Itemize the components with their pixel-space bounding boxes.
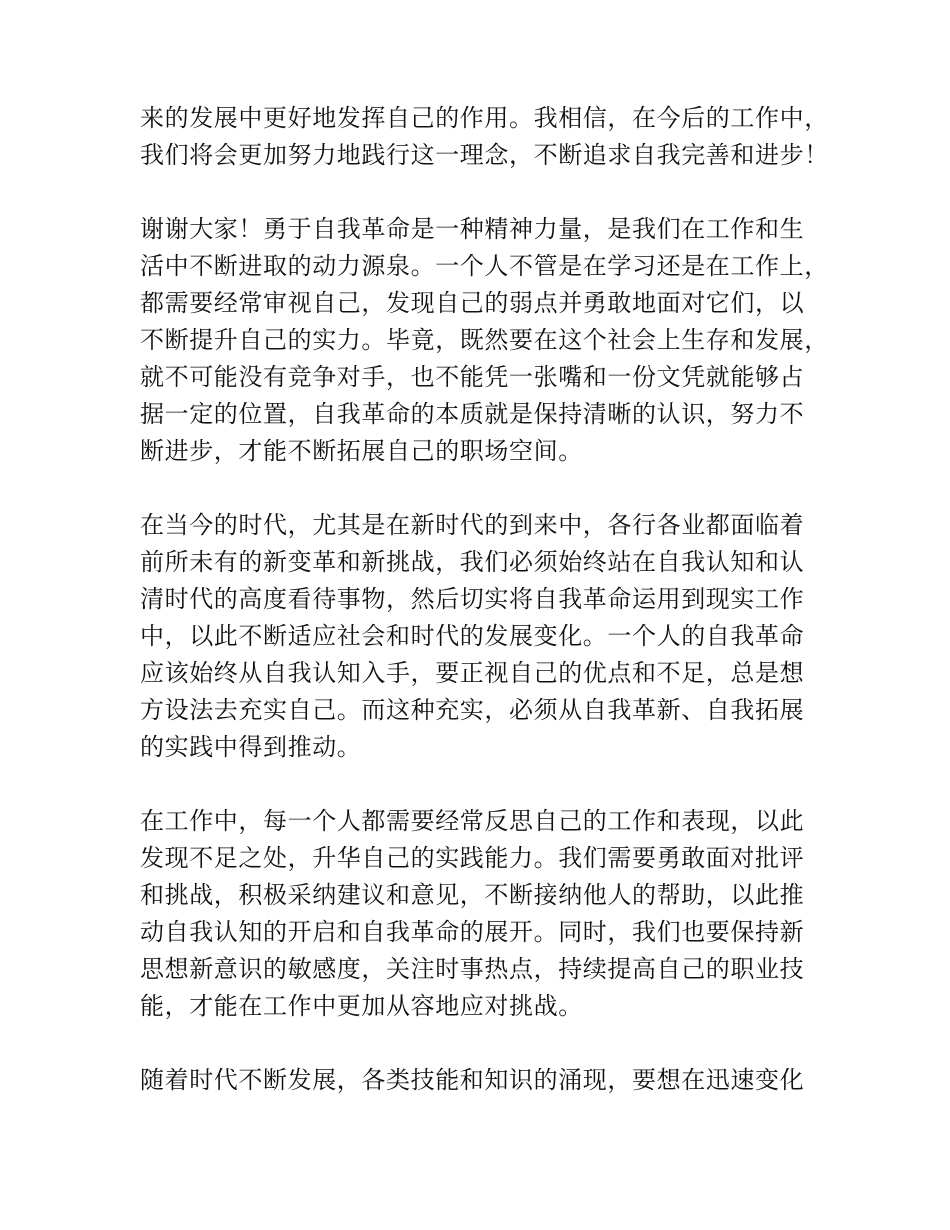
text-line: 都需要经常审视自己，发现自己的弱点并勇敢地面对它们，以 <box>140 289 805 317</box>
text-line: 应该始终从自我认知入手，要正视自己的优点和不足，总是想 <box>140 659 805 687</box>
text-line: 前所未有的新变革和新挑战，我们必须始终站在自我认知和认 <box>140 548 805 576</box>
text-line: 和挑战，积极采纳建议和意见，不断接纳他人的帮助，以此推 <box>140 881 805 909</box>
text-line: 断进步，才能不断拓展自己的职场空间。 <box>140 437 583 465</box>
text-line: 能，才能在工作中更加从容地应对挑战。 <box>140 992 583 1020</box>
text-line: 的实践中得到推动。 <box>140 733 362 761</box>
text-line: 思想新意识的敏感度，关注时事热点，持续提高自己的职业技 <box>140 955 805 983</box>
text-line: 动自我认知的开启和自我革命的展开。同时，我们也要保持新 <box>140 918 805 946</box>
paragraph-3 <box>140 507 830 766</box>
paragraph-5 <box>140 1062 830 1099</box>
text-line: 在工作中，每一个人都需要经常反思自己的工作和表现，以此 <box>140 807 805 835</box>
text-line: 在当今的时代，尤其是在新时代的到来中，各行各业都面临着 <box>140 511 805 539</box>
text-line: 谢谢大家！勇于自我革命是一种精神力量，是我们在工作和生 <box>140 215 805 243</box>
text-line: 就不可能没有竞争对手，也不能凭一张嘴和一份文凭就能够占 <box>140 363 805 391</box>
text-line: 清时代的高度看待事物，然后切实将自我革命运用到现实工作 <box>140 585 805 613</box>
paragraph-1 <box>140 100 830 174</box>
text-line: 发现不足之处，升华自己的实践能力。我们需要勇敢面对批评 <box>140 844 805 872</box>
paragraph-2 <box>140 211 830 470</box>
text-line: 随着时代不断发展，各类技能和知识的涌现，要想在迅速变化 <box>140 1066 805 1094</box>
paragraph-4 <box>140 803 830 1025</box>
text-line: 据一定的位置，自我革命的本质就是保持清晰的认识，努力不 <box>140 400 805 428</box>
text-line: 活中不断进取的动力源泉。一个人不管是在学习还是在工作上， <box>140 252 829 280</box>
text-line: 方设法去充实自己。而这种充实，必须从自我革新、自我拓展 <box>140 696 805 724</box>
text-line: 不断提升自己的实力。毕竟，既然要在这个社会上生存和发展， <box>140 326 829 354</box>
document-body <box>140 100 830 1136</box>
text-line: 来的发展中更好地发挥自己的作用。我相信，在今后的工作中， <box>140 104 829 132</box>
text-line: 中，以此不断适应社会和时代的发展变化。一个人的自我革命 <box>140 622 805 650</box>
text-line: 我们将会更加努力地践行这一理念，不断追求自我完善和进步！ <box>140 141 829 169</box>
